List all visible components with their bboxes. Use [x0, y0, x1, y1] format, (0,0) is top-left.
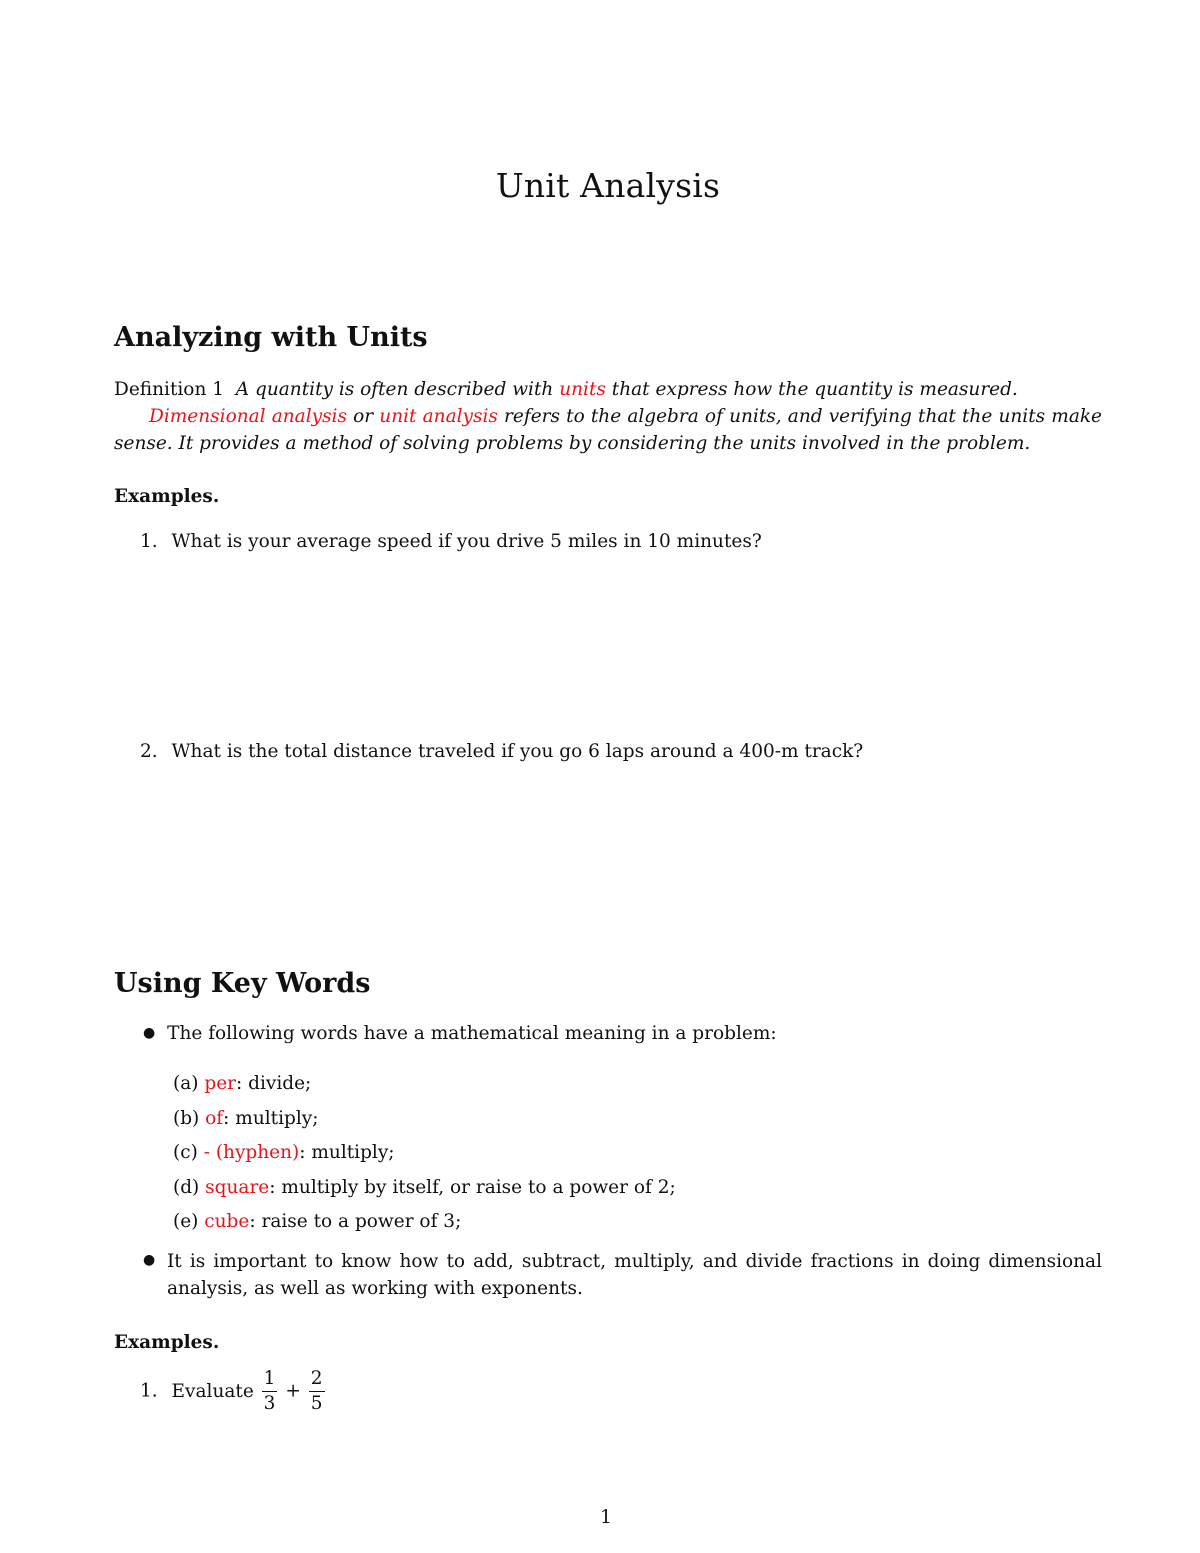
example-number: 2. [140, 741, 158, 762]
keyword-term: - (hyphen) [203, 1142, 300, 1163]
bullet-text: The following words have a mathematical meaning in a problem: [167, 1023, 777, 1044]
keyword-label: (c) [173, 1142, 198, 1163]
definition-line-2 [114, 403, 1102, 457]
bullet-item-1 [143, 1023, 777, 1044]
keyword-term: square [205, 1176, 270, 1198]
example-number: 1. [140, 1380, 158, 1402]
keyword-term: cube [204, 1211, 250, 1232]
definition-block [114, 376, 1102, 457]
term-dimensional-analysis: Dimensional analysis [149, 406, 347, 427]
bullet-icon: ● [143, 1025, 156, 1041]
keyword-label: (e) [173, 1211, 199, 1232]
fraction-2-denominator: 5 [310, 1392, 323, 1414]
page-title: Unit Analysis [495, 166, 721, 205]
plus-operator: + [285, 1380, 301, 1402]
keyword-item-square [173, 1171, 676, 1206]
definition-text-or: or [346, 406, 380, 427]
fraction-1-denominator: 3 [263, 1392, 276, 1414]
example-item-2 [140, 741, 863, 762]
keyword-item-per [173, 1067, 676, 1102]
example-text: Evaluate [171, 1380, 254, 1402]
definition-text-1a: A quantity is often described with [235, 379, 560, 400]
fraction-1-numerator: 1 [262, 1370, 278, 1392]
keyword-meaning: : multiply; [299, 1142, 395, 1163]
keyword-meaning: : raise to a power of 3; [249, 1211, 462, 1232]
section-heading-analyzing: Analyzing with Units [114, 322, 428, 353]
bullet-icon-2-wrap [143, 1250, 155, 1271]
keyword-meaning: : divide; [236, 1073, 312, 1094]
section-heading-key-words: Using Key Words [114, 968, 371, 999]
examples-label-1: Examples. [114, 486, 220, 507]
keyword-meaning: : multiply; [223, 1107, 319, 1129]
example-text: What is the total distance traveled if you go 6 laps around a 400-m track? [171, 741, 864, 762]
definition-label: Definition 1 [114, 379, 225, 400]
keyword-item-of [173, 1102, 676, 1137]
example-number: 1. [140, 531, 158, 552]
keyword-label: (b) [173, 1107, 200, 1129]
keyword-label: (d) [173, 1176, 200, 1198]
keyword-term: of [205, 1107, 224, 1129]
fraction-2-numerator: 2 [309, 1370, 325, 1392]
term-units: units [559, 379, 606, 400]
keyword-label: (a) [173, 1073, 199, 1094]
fraction-2 [309, 1370, 325, 1413]
example-text: What is your average speed if you drive 5 miles in 10 minutes? [171, 531, 762, 552]
definition-line-1 [114, 376, 1102, 403]
example-item-1 [140, 531, 762, 552]
page-number: 1 [600, 1507, 612, 1528]
term-unit-analysis: unit analysis [379, 406, 498, 427]
bullet-icon: ● [143, 1252, 156, 1268]
examples-label-2: Examples. [114, 1332, 220, 1353]
definition-text-2: refers to the algebra of units, and verifying that the units make sense. It provides a method of solving problems by considering the units involved in the problem. [114, 406, 1103, 454]
bullet-item-2: It is important to know how to add, subtract, multiply, and divide fractions in doing dimensional analysis, as well as working with exponents. [167, 1251, 1102, 1299]
definition-text-1b: that express how the quantity is measured. [605, 379, 1018, 400]
keyword-meaning: : multiply by itself, or raise to a power of 2; [269, 1176, 676, 1198]
keyword-term: per [204, 1073, 236, 1094]
keyword-list [173, 1067, 676, 1240]
fraction-1 [262, 1370, 278, 1413]
example-evaluate [140, 1370, 327, 1413]
keyword-item-cube [173, 1205, 676, 1240]
keyword-item-hyphen [173, 1136, 676, 1171]
